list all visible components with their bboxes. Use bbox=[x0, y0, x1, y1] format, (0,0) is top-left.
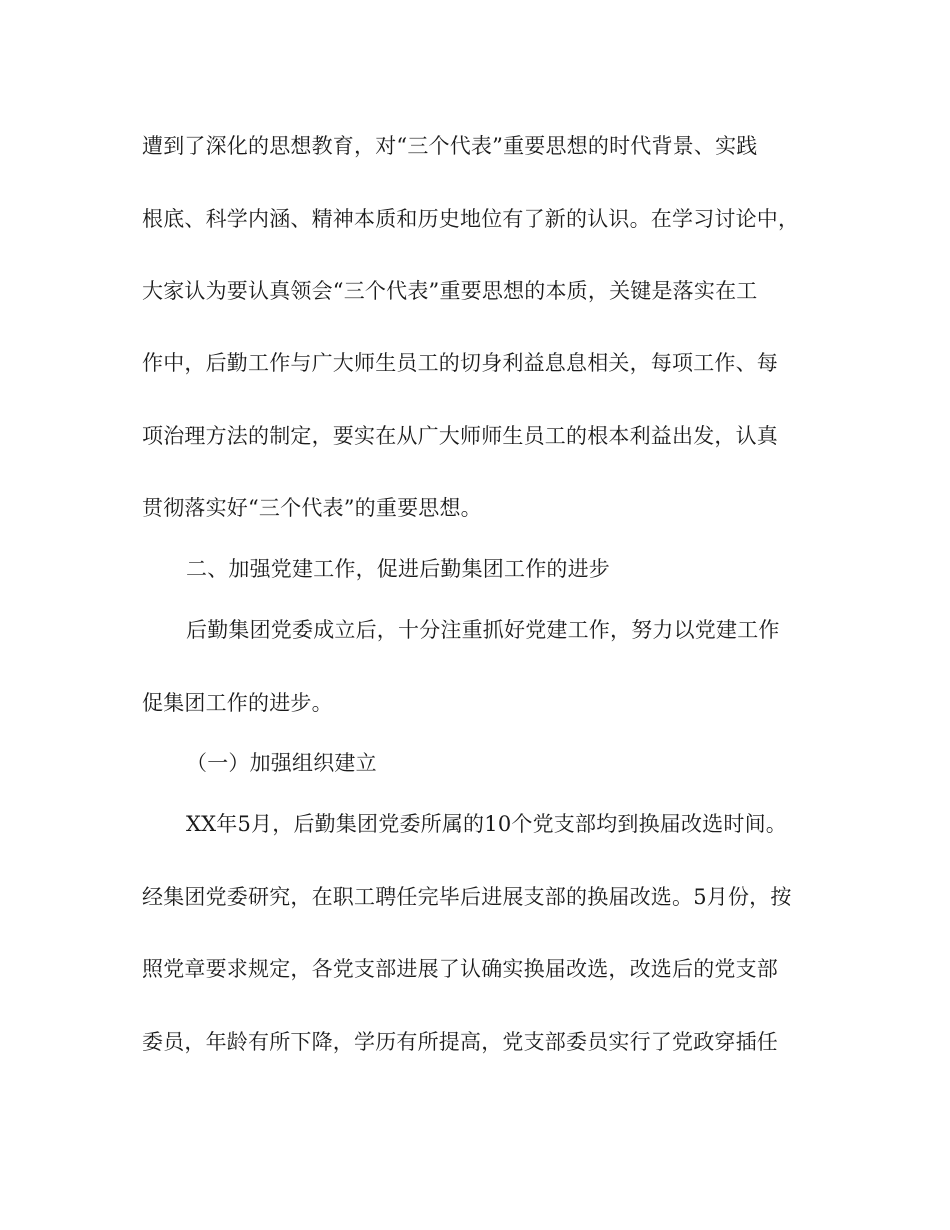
paragraph-line: 项治理方法的制定，要实在从广大师师生员工的根本利益出发，认真 bbox=[142, 424, 778, 448]
paragraph-line: 促集团工作的进步。 bbox=[142, 691, 333, 715]
paragraph-line: 根底、科学内涵、精神本质和历史地位有了新的认识。在学习讨论中， bbox=[142, 207, 800, 231]
paragraph-line: 作中，后勤工作与广大师生员工的切身利益息息相关，每项工作、每 bbox=[142, 351, 778, 375]
paragraph-line: 照党章要求规定，各党支部进展了认确实换届改选，改选后的党支部 bbox=[142, 957, 778, 981]
section-heading: 二、加强党建工作，促进后勤集团工作的进步 bbox=[186, 557, 610, 581]
paragraph-line: 遭到了深化的思想教育，对“三个代表”重要思想的时代背景、实践 bbox=[142, 134, 758, 158]
paragraph-line: XX年5月，后勤集团党委所属的10个党支部均到换届改选时间。 bbox=[186, 812, 787, 836]
paragraph-line: 大家认为要认真领会“三个代表”重要思想的本质，关键是落实在工 bbox=[142, 279, 758, 303]
paragraph-line: 委员，年龄有所下降，学历有所提高，党支部委员实行了党政穿插任 bbox=[142, 1030, 778, 1054]
paragraph-line: 经集团党委研究，在职工聘任完毕后进展支部的换届改选。5月份，按 bbox=[142, 885, 792, 909]
subsection-heading: （一）加强组织建立 bbox=[186, 751, 377, 775]
paragraph-line: 后勤集团党委成立后，十分注重抓好党建工作，努力以党建工作 bbox=[186, 618, 780, 642]
paragraph-line: 贯彻落实好“三个代表”的重要思想。 bbox=[142, 496, 482, 520]
